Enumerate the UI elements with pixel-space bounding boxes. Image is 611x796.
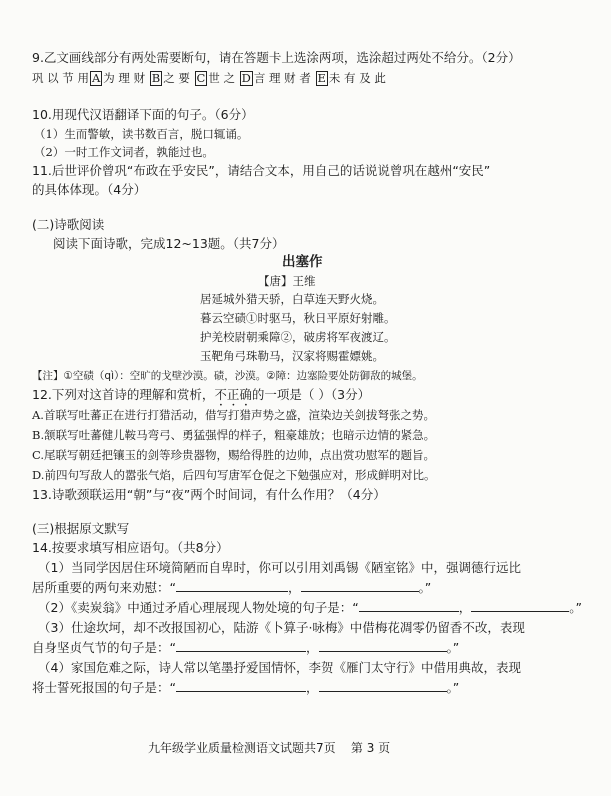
comma: ，: [305, 640, 319, 655]
q10-item-1: （1）生而警敏，读书数百言，脱口辄诵。: [34, 127, 249, 141]
close-quote: 。”: [446, 640, 460, 655]
q14-item-1-prompt: 居所重要的两句来劝慰：“: [32, 580, 176, 595]
q14-item-1-line2: [32, 579, 431, 596]
answer-blank[interactable]: [359, 599, 459, 612]
break-option-d[interactable]: D: [241, 71, 251, 85]
q14-item-3-line2: [32, 639, 459, 656]
break-option-e[interactable]: E: [317, 71, 326, 85]
q13-question: 13.诗歌颈联运用“朝”与“夜”两个时间词，有什么作用？（4分）: [32, 487, 386, 502]
q12-option-a[interactable]: A.首联写吐蕃正在进行打猎活动，借写打猎声势之盛，渲染边关剑拔弩张之势。: [32, 408, 435, 422]
q10-question: 10.用现代汉语翻译下面的句子。（6分）: [32, 107, 254, 122]
q11-question: 11.后世评价曾巩“布政在乎安民”，请结合文本，用自己的话说说曾巩在越州“安民”: [32, 163, 491, 178]
q14-item-4: （4）家国危难之际，诗人常以笔墨抒爱国情怀，李贺《雁门太守行》中借用典故，表现: [38, 660, 521, 675]
poem-author: 【唐】王维: [258, 274, 316, 288]
page-footer: 九年级学业质量检测语文试题共7页 第 3 页: [148, 741, 391, 755]
break-option-b[interactable]: B: [151, 71, 161, 85]
q12-stem: 12.下列对这首诗的理解和赏析，: [32, 387, 215, 402]
comma: ，: [305, 680, 319, 695]
section-heading-poetry: (二)诗歌阅读: [32, 217, 105, 232]
answer-blank[interactable]: [319, 679, 447, 692]
q12-option-b[interactable]: B.颔联写吐蕃健儿鞍马弯弓、勇猛强悍的样子，粗豪雄放；也暗示边情的紧急。: [32, 428, 436, 442]
q9-segment: 为 理 财: [103, 71, 146, 85]
q11-question-cont: 的具体体现。（4分）: [32, 182, 147, 197]
poem-line: 玉靶角弓珠勒马，汉家将赐霍嫖姚。: [200, 349, 384, 363]
q14-item-1: （1）当同学因居住环境简陋而自卑时，你可以引用刘禹锡《陋室铭》中，强调德行远比: [38, 560, 521, 575]
q9-segment: 言 理 财 者: [253, 71, 311, 85]
q9-segment: 世 之: [208, 71, 235, 85]
q9-question: 9.乙文画线部分有两处需要断句，请在答题卡上选涂两项，选涂超过两处不给分。（2分）: [32, 50, 521, 65]
comma: ，: [287, 580, 301, 595]
close-quote: 。”: [446, 680, 460, 695]
poem-line: 暮云空碛①时驱马，秋日平原好射雕。: [200, 311, 396, 325]
q14-item-3: （3）仕途坎坷，却不改报国初心，陆游《卜算子·咏梅》中借梅花凋零仍留香不改，表现: [38, 620, 525, 635]
q14-item-4-prompt: 将士誓死报国的句子是：“: [32, 680, 176, 695]
q14-item-3-prompt: 自身坚贞气节的句子是：“: [32, 640, 176, 655]
q9-segment: 之 要: [163, 71, 190, 85]
answer-blank[interactable]: [319, 639, 447, 652]
q9-segment: 未 有 及 此: [328, 71, 386, 85]
q14-item-2: [38, 599, 582, 616]
answer-blank[interactable]: [301, 579, 419, 592]
q12-option-c[interactable]: C.尾联写朝廷把镶玉的剑等珍贵器物，赐给得胜的边帅，点出赏功慰军的题旨。: [32, 448, 436, 462]
q9-sentence: [32, 70, 386, 87]
q14-item-2-prompt: （2）《卖炭翁》中通过矛盾心理展现人物处境的句子是：“: [38, 600, 359, 615]
answer-blank[interactable]: [176, 679, 306, 692]
q10-item-2: （2）一时工作文词者，孰能过也。: [34, 145, 214, 159]
poem-title: 出塞作: [282, 254, 323, 270]
q12-question: [32, 386, 370, 409]
q14-question: 14.按要求填写相应语句。（共8分）: [32, 540, 229, 555]
answer-blank[interactable]: [471, 599, 569, 612]
comma: ，: [458, 600, 472, 615]
poem-line: 居延城外猎天骄，白草连天野火烧。: [200, 292, 384, 306]
q14-item-4-line2: [32, 679, 459, 696]
poem-line: 护羌校尉朝乘障②，破虏将军夜渡辽。: [200, 330, 396, 344]
break-option-c[interactable]: C: [196, 71, 206, 85]
poetry-intro: 阅读下面诗歌，完成12~13题。（共7分）: [53, 236, 285, 251]
q12-option-d[interactable]: D.前四句写敌人的嚣张气焰，后四句写唐军仓促之下勉强应对，形成鲜明对比。: [32, 468, 436, 482]
close-quote: 。”: [569, 600, 582, 615]
q12-stem-end: 的一项是（ ）（3分）: [251, 387, 371, 402]
break-option-a[interactable]: A: [91, 71, 101, 85]
q12-emphasis: 不正确: [214, 387, 252, 402]
section-heading-dictation: (三)根据原文默写: [32, 521, 130, 536]
q9-segment: 巩 以 节 用: [32, 71, 89, 85]
poem-note: 【注】①空碛（qì）：空旷的戈壁沙漠。碛，沙漠。②障：边塞险要处防御敌的城堡。: [32, 370, 423, 382]
close-quote: 。”: [418, 580, 432, 595]
answer-blank[interactable]: [176, 639, 306, 652]
answer-blank[interactable]: [176, 579, 288, 592]
